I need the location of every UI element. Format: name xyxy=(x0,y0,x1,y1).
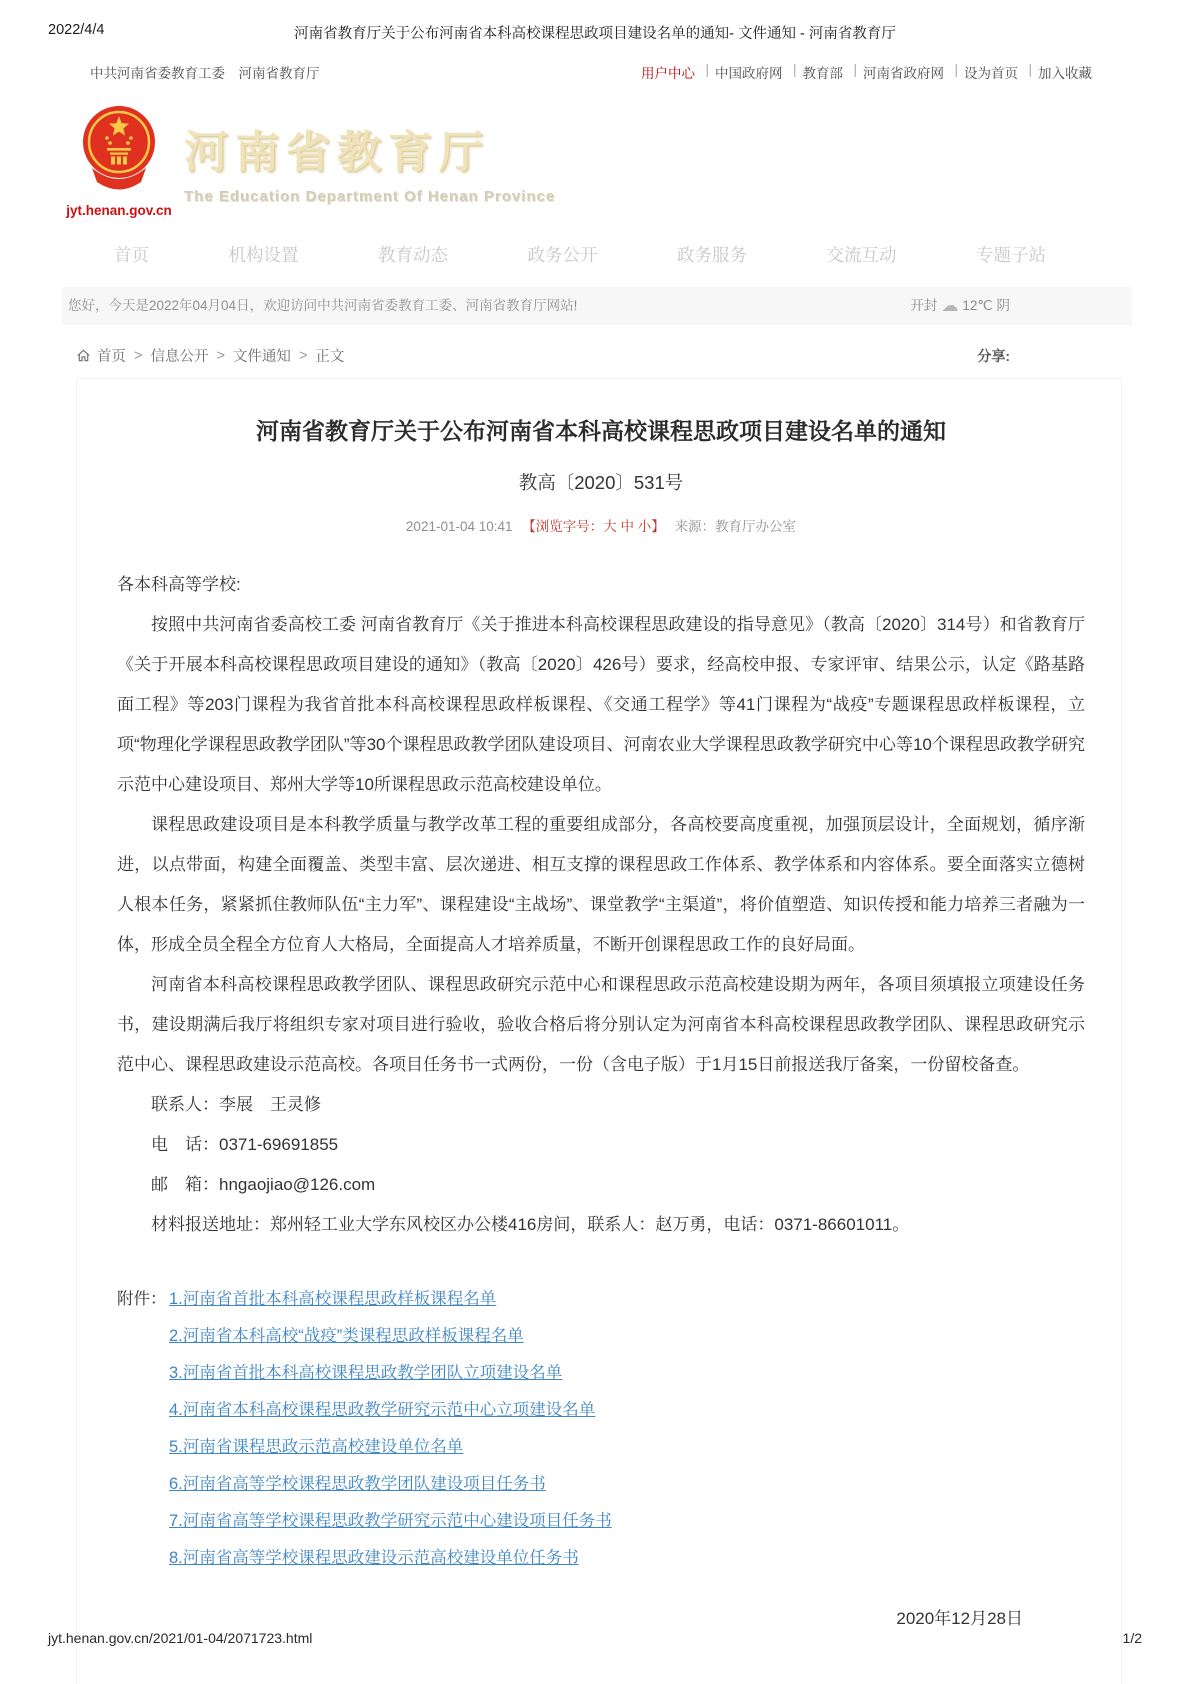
paragraph: 按照中共河南省委高校工委 河南省教育厅《关于推进本科高校课程思政建设的指导意见》（教高〔2020〕314号）和省教育厅《关于开展本科高校课程思政项目建设的通知》（教高〔2020〕426号）要求，经高校申报、专家评审、结果公示，认定《路基路面工程》等203门课程为我省首批本科高校课程思政样板课程、《交通工程学》等41门课程为“战疫”专题课程思政样板课程，立项“物理化学课程思政教学团队”等30个课程思政教学团队建设项目、河南农业大学课程思政教学研究中心等10个课程思政教学研究示范中心建设项目、郑州大学等10所课程思政示范高校建设单位。 xyxy=(117,615,1085,794)
attachment-link-3[interactable]: 3.河南省首批本科高校课程思政教学团队立项建设名单 xyxy=(169,1364,563,1382)
attachment-link-8[interactable]: 8.河南省高等学校课程思政建设示范高校建设单位任务书 xyxy=(169,1549,579,1567)
breadcrumb xyxy=(62,339,1132,374)
crumb-file-notices[interactable]: 文件通知 xyxy=(232,349,291,365)
attachment-link-6[interactable]: 6.河南省高等学校课程思政教学团队建设项目任务书 xyxy=(169,1475,546,1493)
link-set-homepage[interactable]: 设为首页 | xyxy=(954,62,1028,82)
crumb-separator: > xyxy=(298,347,308,364)
weather-condition: 阴 xyxy=(996,298,1010,313)
crumb-separator: > xyxy=(134,347,143,364)
print-page-number: 1/2 xyxy=(1122,1630,1142,1646)
source-label: 来源：教育厅办公室 xyxy=(674,519,797,534)
article xyxy=(76,378,1122,1684)
contact-person: 联系人：李展 王灵修 xyxy=(151,1095,321,1114)
crumb-separator: > xyxy=(216,347,225,364)
link-moe[interactable]: 教育部 | xyxy=(793,62,854,82)
share-label: 分享: xyxy=(977,347,1010,364)
article-body xyxy=(117,565,1085,1245)
nav-org-setup[interactable]: 机构设置 xyxy=(228,245,299,265)
font-size-controls[interactable]: 【浏览字号：大 中 小】 xyxy=(522,519,665,534)
nav-gov-services[interactable]: 政务服务 xyxy=(677,245,747,265)
site-url: jyt.henan.gov.cn xyxy=(66,203,172,218)
contact-phone: 电 话：0371-69691855 xyxy=(151,1135,339,1154)
print-header xyxy=(0,22,1190,44)
site-logo[interactable] xyxy=(62,86,1132,226)
publish-datetime: 2021-01-04 10:41 xyxy=(405,519,513,534)
attachment-link-2[interactable]: 2.河南省本科高校“战疫”类课程思政样板课程名单 xyxy=(169,1327,524,1345)
crumb-home[interactable]: 首页 xyxy=(97,349,126,365)
attachment-link-1[interactable]: 1.河南省首批本科高校课程思政样板课程名单 xyxy=(169,1290,497,1308)
nav-gov-affairs[interactable]: 政务公开 xyxy=(527,245,598,265)
print-url: jyt.henan.gov.cn/2021/01-04/2071723.html xyxy=(48,1630,313,1646)
document-number: 教高〔2020〕531号 xyxy=(518,472,684,493)
article-meta xyxy=(117,515,1085,535)
welcome-bar xyxy=(62,287,1132,325)
link-gov-cn[interactable]: 中国政府网 | xyxy=(705,62,793,82)
nav-interaction[interactable]: 交流互动 xyxy=(826,245,897,265)
emblem-column xyxy=(64,102,174,218)
print-page-title: 河南省教育厅关于公布河南省本科高校课程思政项目建设名单的通知- 文件通知 - 河南省教育厅 xyxy=(294,26,896,42)
salutation: 各本科高等学校: xyxy=(117,575,241,594)
nav-special-sites[interactable]: 专题子站 xyxy=(976,245,1046,265)
nav-home[interactable]: 首页 xyxy=(114,245,149,265)
weather-temp: 12℃ xyxy=(962,298,993,313)
attachments xyxy=(117,1287,1085,1570)
link-henan-gov[interactable]: 河南省政府网 | xyxy=(853,62,954,82)
cloud-icon: ☁ xyxy=(941,296,959,315)
link-user-center[interactable]: 用户中心 | xyxy=(631,62,705,82)
nav-edu-news[interactable]: 教育动态 xyxy=(378,245,448,265)
link-add-favorite[interactable]: 加入收藏 xyxy=(1038,66,1092,81)
top-bar xyxy=(62,56,1132,86)
contact-address: 材料报送地址：郑州轻工业大学东风校区办公楼416房间，联系人：赵万勇，电话：0371-86601011。 xyxy=(151,1215,910,1234)
logo-title: 河南省教育厅 xyxy=(184,128,490,177)
welcome-text: 您好，今天是2022年04月04日，欢迎访问中共河南省委教育工委、河南省教育厅网站! xyxy=(68,298,578,313)
attachment-link-4[interactable]: 4.河南省本科高校课程思政教学研究示范中心立项建设名单 xyxy=(169,1401,596,1419)
home-icon xyxy=(76,348,91,363)
weather-city: 开封 xyxy=(910,298,938,313)
crumb-current: 正文 xyxy=(315,349,345,365)
top-links xyxy=(631,62,1102,82)
main-nav xyxy=(62,226,1132,277)
attachment-link-7[interactable]: 7.河南省高等学校课程思政教学研究示范中心建设项目任务书 xyxy=(169,1512,612,1530)
paragraph: 河南省本科高校课程思政教学团队、课程思政研究示范中心和课程思政示范高校建设期为两年，各项目须填报立项建设任务书，建设期满后我厅将组织专家对项目进行验收，验收合格后将分别认定为河南省本科高校课程思政教学团队、课程思政研究示范中心、课程思政建设示范高校。各项目任务书一式两份，一份（含电子版）于1月15日前报送我厅备案，一份留校备查。 xyxy=(117,975,1085,1074)
print-date: 2022/4/4 xyxy=(48,22,105,38)
weather-widget xyxy=(910,287,1010,325)
article-title: 河南省教育厅关于公布河南省本科高校课程思政项目建设名单的通知 xyxy=(256,418,946,444)
logo-subtitle: The Education Department Of Henan Province xyxy=(184,188,556,205)
sign-date: 2020年12月28日 xyxy=(896,1609,1023,1628)
attachments-label: 附件： xyxy=(117,1290,167,1308)
logo-text xyxy=(184,102,555,205)
contact-email: 邮 箱：hngaojiao@126.com xyxy=(151,1175,376,1194)
site-container xyxy=(62,56,1132,1684)
attachment-link-5[interactable]: 5.河南省课程思政示范高校建设单位名单 xyxy=(169,1438,464,1456)
national-emblem-icon xyxy=(80,102,158,196)
paragraph: 课程思政建设项目是本科教学质量与教学改革工程的重要组成部分，各高校要高度重视，加强顶层设计，全面规划，循序渐进，以点带面，构建全面覆盖、类型丰富、层次递进、相互支撑的课程思政工作体系、教学体系和内容体系。要全面落实立德树人根本任务，紧紧抓住教师队伍“主力军”、课程建设“主战场”、课堂教学“主渠道”，将价值塑造、知识传授和能力培养三者融为一体，形成全员全程全方位育人大格局，全面提高人才培养质量，不断开创课程思政工作的良好局面。 xyxy=(117,815,1085,954)
org-names: 中共河南省委教育工委 河南省教育厅 xyxy=(90,66,320,81)
crumb-info-disclosure[interactable]: 信息公开 xyxy=(150,349,209,365)
